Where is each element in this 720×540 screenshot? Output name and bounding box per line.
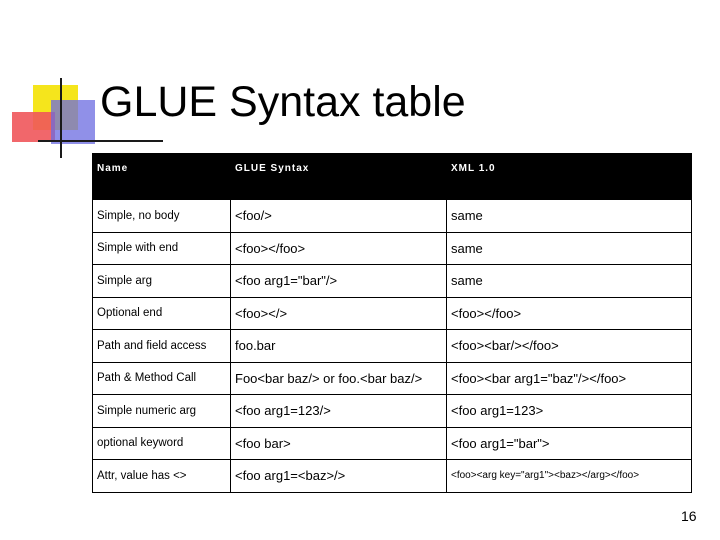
slide-title: GLUE Syntax table bbox=[100, 78, 466, 126]
row-glue-syntax: <foo arg1="bar"/> bbox=[231, 265, 447, 298]
table-row bbox=[93, 232, 692, 265]
row-glue-syntax: foo.bar bbox=[231, 330, 447, 363]
row-name: Path & Method Call bbox=[93, 362, 231, 395]
table-row bbox=[93, 297, 692, 330]
row-glue-syntax: <foo arg1=123/> bbox=[231, 395, 447, 428]
row-xml: <foo arg1="bar"> bbox=[447, 427, 692, 460]
row-xml: <foo><bar/></foo> bbox=[447, 330, 692, 363]
row-name: Optional end bbox=[93, 297, 231, 330]
row-glue-syntax: <foo/> bbox=[231, 200, 447, 233]
table-row bbox=[93, 265, 692, 298]
table-row bbox=[93, 460, 692, 493]
row-xml: <foo></foo> bbox=[447, 297, 692, 330]
row-name: Simple numeric arg bbox=[93, 395, 231, 428]
row-xml: <foo arg1=123> bbox=[447, 395, 692, 428]
header-name: Name bbox=[93, 154, 231, 200]
row-xml: same bbox=[447, 265, 692, 298]
row-glue-syntax: <foo></foo> bbox=[231, 232, 447, 265]
header-glue-syntax: GLUE Syntax bbox=[231, 154, 447, 200]
row-glue-syntax: <foo bar> bbox=[231, 427, 447, 460]
row-name: Path and field access bbox=[93, 330, 231, 363]
row-name: Attr, value has <> bbox=[93, 460, 231, 493]
decor-vertical-line bbox=[60, 78, 62, 158]
row-name: Simple, no body bbox=[93, 200, 231, 233]
row-xml: same bbox=[447, 232, 692, 265]
row-glue-syntax: <foo></> bbox=[231, 297, 447, 330]
row-xml: <foo><bar arg1="baz"/></foo> bbox=[447, 362, 692, 395]
table-row bbox=[93, 395, 692, 428]
row-glue-syntax: <foo arg1=<baz>/> bbox=[231, 460, 447, 493]
table-header-row bbox=[93, 154, 692, 200]
decor-red-rectangle bbox=[12, 112, 55, 142]
decor-blue-square bbox=[51, 100, 95, 144]
table-row bbox=[93, 330, 692, 363]
row-name: Simple with end bbox=[93, 232, 231, 265]
row-xml: <foo><arg key="arg1"><baz></arg></foo> bbox=[447, 460, 692, 493]
row-glue-syntax: Foo<bar baz/> or foo.<bar baz/> bbox=[231, 362, 447, 395]
row-xml: same bbox=[447, 200, 692, 233]
row-name: optional keyword bbox=[93, 427, 231, 460]
page-number: 16 bbox=[681, 508, 697, 524]
table-row bbox=[93, 362, 692, 395]
glue-syntax-table bbox=[92, 153, 692, 493]
row-name: Simple arg bbox=[93, 265, 231, 298]
table-row bbox=[93, 427, 692, 460]
table-row bbox=[93, 200, 692, 233]
decor-horizontal-line bbox=[38, 140, 163, 142]
header-xml: XML 1.0 bbox=[447, 154, 692, 200]
